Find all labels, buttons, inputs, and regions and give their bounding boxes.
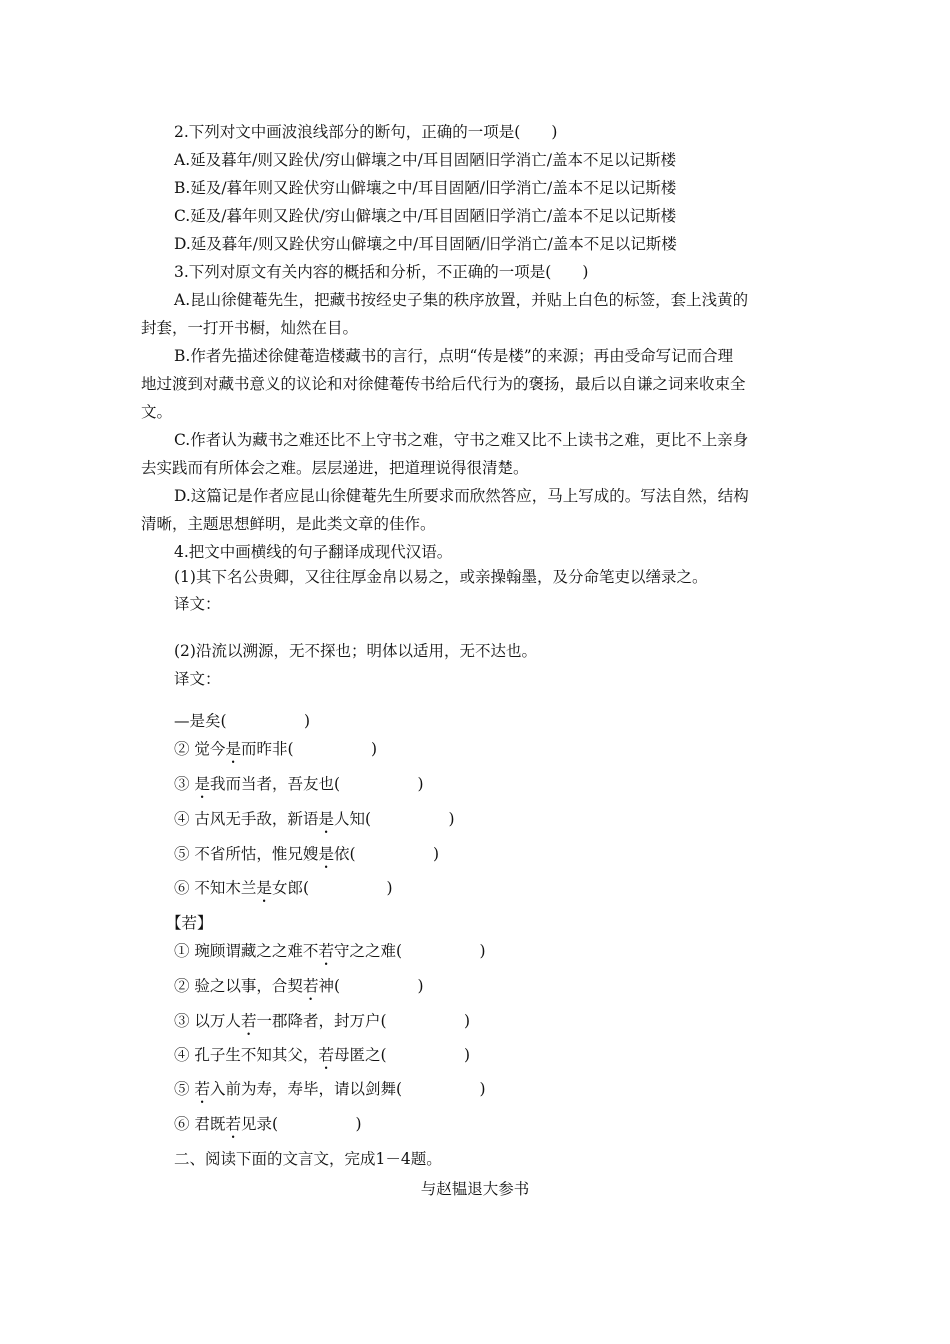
emphasized-char: 是 [318, 845, 334, 863]
question-3-option-d-line-2: 清晰，主题思想鲜明，是此类文章的佳作。 [141, 515, 436, 533]
question-2-option-c: C.延及/暮年则又跧伏/穷山僻壤之中/耳目固陋旧学消亡/盖本不足以记斯楼 [174, 207, 677, 225]
question-3-option-b-line-3: 文。 [141, 403, 173, 421]
question-3-option-c-line-1: C.作者认为藏书之难还比不上守书之难，守书之难又比不上读书之难，更比不上亲身 [174, 431, 749, 449]
ruo-item-3: ③ 以万人若一郡降者，封万户( ) [174, 1012, 471, 1030]
emphasized-char: 若 [194, 1080, 210, 1098]
question-3-option-d-line-1: D.这篇记是作者应昆山徐健菴先生所要求而欣然答应，马上写成的。写法自然，结构 [174, 487, 749, 505]
question-3-option-b-line-2: 地过渡到对藏书意义的议论和对徐健菴传书给后代行为的褒扬，最后以自谦之词来收束全 [141, 375, 746, 393]
ruo-header: 【若】 [166, 914, 213, 932]
question-3-option-a-line-2: 封套，一打开书橱，灿然在目。 [141, 319, 359, 337]
shi-item-5: ⑤ 不省所怙，惟兄嫂是依( ) [174, 845, 440, 863]
ruo-item-6: ⑥ 君既若见录( ) [174, 1115, 362, 1133]
emphasized-char: 若 [302, 977, 319, 995]
question-3-option-a-line-1: A.昆山徐健菴先生，把藏书按经史子集的秩序放置，并贴上白色的标签，套上浅黄的 [174, 291, 749, 309]
shi-item-6: ⑥ 不知木兰是女郎( ) [174, 879, 393, 897]
emphasized-char: 是 [318, 810, 334, 828]
ruo-item-2: ② 验之以事，合契若神( ) [174, 977, 424, 995]
emphasized-char: 是 [256, 879, 272, 897]
question-4-stem: 4.把文中画横线的句子翻译成现代汉语。 [174, 543, 453, 561]
question-3-stem: 3.下列对原文有关内容的概括和分析，不正确的一项是( ) [174, 263, 589, 281]
question-4-sentence-1: (1)其下名公贵卿，又往往厚金帛以易之，或亲操翰墨，及分命笔吏以缮录之。 [174, 568, 708, 586]
passage-title: 与赵韫退大参书 [420, 1180, 530, 1198]
section-2-heading: 二、阅读下面的文言文，完成1－4题。 [174, 1150, 442, 1168]
emphasized-char: 是 [225, 740, 241, 758]
ruo-item-1: ① 琬顾谓藏之之难不若守之之难( ) [174, 942, 486, 960]
emphasized-char: 若 [225, 1115, 241, 1133]
shi-item-3: ③ 是我而当者，吾友也( ) [174, 775, 424, 793]
emphasized-char: 是 [194, 775, 210, 793]
emphasized-char: 若 [240, 1012, 257, 1030]
question-4-sentence-2: (2)沿流以溯源，无不探也；明体以适用，无不达也。 [174, 642, 537, 660]
question-2-option-b: B.延及/暮年则又跧伏穷山僻壤之中/耳目固陋/旧学消亡/盖本不足以记斯楼 [174, 179, 677, 197]
question-2-stem: 2.下列对文中画波浪线部分的断句，正确的一项是( ) [174, 123, 558, 141]
question-2-option-d: D.延及暮年/则又跧伏穷山僻壤之中/耳目固陋/旧学消亡/盖本不足以记斯楼 [174, 235, 677, 253]
shi-item-2: ② 觉今是而昨非( ) [174, 740, 378, 758]
translation-label-1: 译文： [174, 595, 221, 613]
emphasized-char: 若 [318, 1046, 334, 1064]
shi-item-1: —是矣( ) [174, 712, 311, 730]
question-3-option-b-line-1: B.作者先描述徐健菴造楼藏书的言行，点明“传是楼”的来源；再由受命写记而合理 [174, 347, 734, 365]
shi-item-4: ④ 古风无手敌，新语是人知( ) [174, 810, 455, 828]
emphasized-char: 若 [318, 942, 334, 960]
ruo-item-4: ④ 孔子生不知其父，若母匿之( ) [174, 1046, 471, 1064]
ruo-item-5: ⑤ 若入前为寿，寿毕，请以剑舞( ) [174, 1080, 486, 1098]
question-3-option-c-line-2: 去实践而有所体会之难。层层递进，把道理说得很清楚。 [141, 459, 529, 477]
question-2-option-a: A.延及暮年/则又跧伏/穷山僻壤之中/耳目固陋旧学消亡/盖本不足以记斯楼 [174, 151, 677, 169]
translation-label-2: 译文： [174, 670, 221, 688]
